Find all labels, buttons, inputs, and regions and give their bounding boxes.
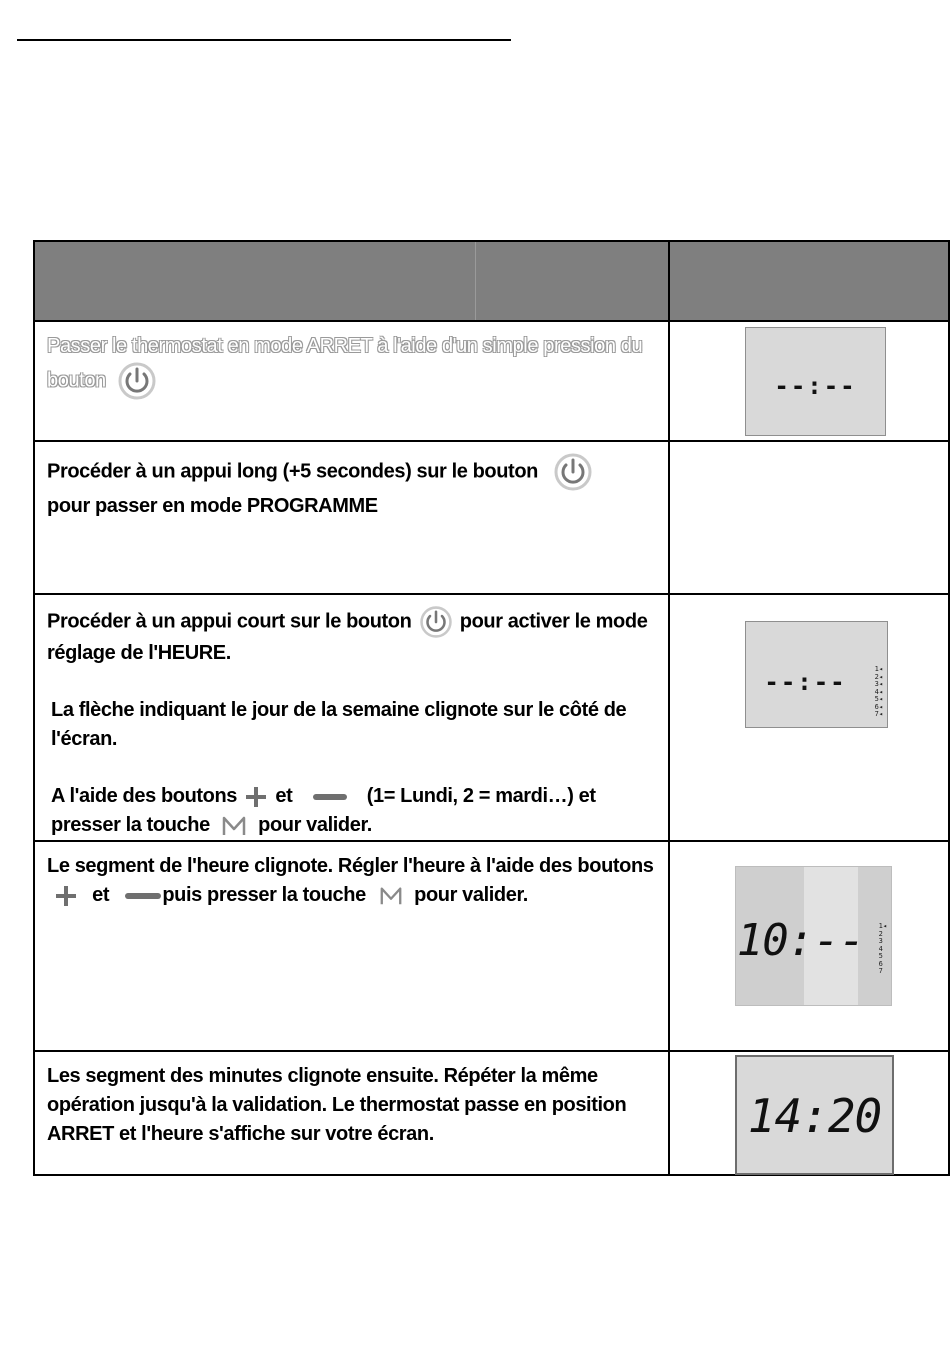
table-row (34, 594, 949, 841)
step-4-text-cell (34, 841, 669, 1051)
lcd-time: 14:20 (747, 1089, 882, 1143)
table-row (34, 841, 949, 1051)
day-label: 3 (878, 937, 883, 945)
day-label: 5 (878, 952, 883, 960)
step-1-text-cell (34, 321, 669, 441)
step-2-text (35, 442, 668, 521)
step-3-label-e: et (275, 785, 293, 807)
table-row (34, 321, 949, 441)
day-label: 1◂ (878, 922, 887, 930)
plus-icon (55, 885, 77, 907)
day-label: 7◂ (874, 710, 883, 718)
step-5-text-cell (34, 1051, 669, 1175)
instructions-table (33, 240, 950, 1176)
day-label: 7 (878, 967, 883, 975)
lcd-time: --:-- (764, 668, 847, 696)
minus-icon (312, 792, 348, 802)
step-3-label-a: Procéder à un appui court sur le bouton (47, 610, 412, 633)
step-3-label-d: A l'aide des boutons (51, 785, 238, 807)
top-rule (17, 39, 511, 41)
step-3-display-cell (669, 594, 949, 841)
lcd-time: 10:-- (736, 915, 865, 966)
header-cell-3 (669, 241, 949, 321)
day-label: 2◂ (874, 672, 883, 681)
power-icon (553, 452, 593, 492)
day-indicator (879, 923, 887, 976)
day-label: 6◂ (874, 702, 883, 711)
step-4-display-cell (669, 841, 949, 1051)
m-icon (221, 815, 247, 837)
step-3-label-f: (1= Lundi, 2 = mardi…) et presser la touche (51, 785, 596, 836)
day-label: 1◂ (874, 665, 883, 673)
table-header-row (34, 241, 949, 321)
step-4-label-d: pour valider. (414, 884, 528, 906)
lcd-display (745, 327, 886, 436)
minus-icon (124, 891, 162, 901)
step-4-text (35, 842, 668, 910)
day-label: 6 (878, 959, 883, 968)
step-1-display-cell (669, 321, 949, 441)
step-2-label-b: pour passer en mode PROGRAMME (47, 495, 378, 517)
day-label: 4 (878, 944, 883, 953)
step-3-label-c: La flèche indiquant le jour de la semaine clignote sur le côté de l'écran. (51, 699, 627, 750)
lcd-display (735, 866, 892, 1006)
step-2-label-a: Procéder à un appui long (+5 secondes) sur le bouton (47, 460, 538, 483)
m-icon (379, 885, 403, 907)
lcd-time: --:-- (774, 372, 857, 400)
step-3-label-b: pour activer le mode réglage de l'HEURE. (47, 610, 648, 664)
day-label: 5◂ (874, 695, 883, 703)
step-1-label: Passer le thermostat en mode ARRET à l'aide d'un simple pression du bouton (47, 335, 643, 392)
step-4-label-b: et (92, 884, 110, 906)
step-4-label-c: puis presser la touche (162, 884, 366, 906)
power-icon (419, 605, 453, 639)
header-cell-2 (475, 241, 669, 321)
table-row (34, 441, 949, 594)
day-label: 2 (878, 929, 883, 938)
step-4-label-a: Le segment de l'heure clignote. Régler l'heure à l'aide des boutons (47, 855, 654, 877)
day-indicator (875, 666, 883, 719)
day-label: 4◂ (874, 687, 883, 696)
step-5-text: Les segment des minutes clignote ensuite. Répéter la même opération jusqu'à la validation. Le thermostat passe en position ARRET et l'heure s'affiche sur votre écran. (47, 1065, 627, 1145)
lcd-display (745, 621, 888, 728)
step-3-label-g: pour valider. (258, 814, 372, 836)
step-3-text-cell (34, 594, 669, 841)
plus-icon (245, 786, 267, 808)
step-1-text (35, 322, 668, 401)
step-2-display-cell (669, 441, 949, 594)
header-cell-1 (34, 241, 475, 321)
step-5-display-cell (669, 1051, 949, 1175)
power-icon (117, 361, 157, 401)
step-2-text-cell (34, 441, 669, 594)
day-label: 3◂ (874, 680, 883, 688)
lcd-display (735, 1055, 894, 1175)
table-row (34, 1051, 949, 1175)
step-3-text (35, 595, 668, 840)
